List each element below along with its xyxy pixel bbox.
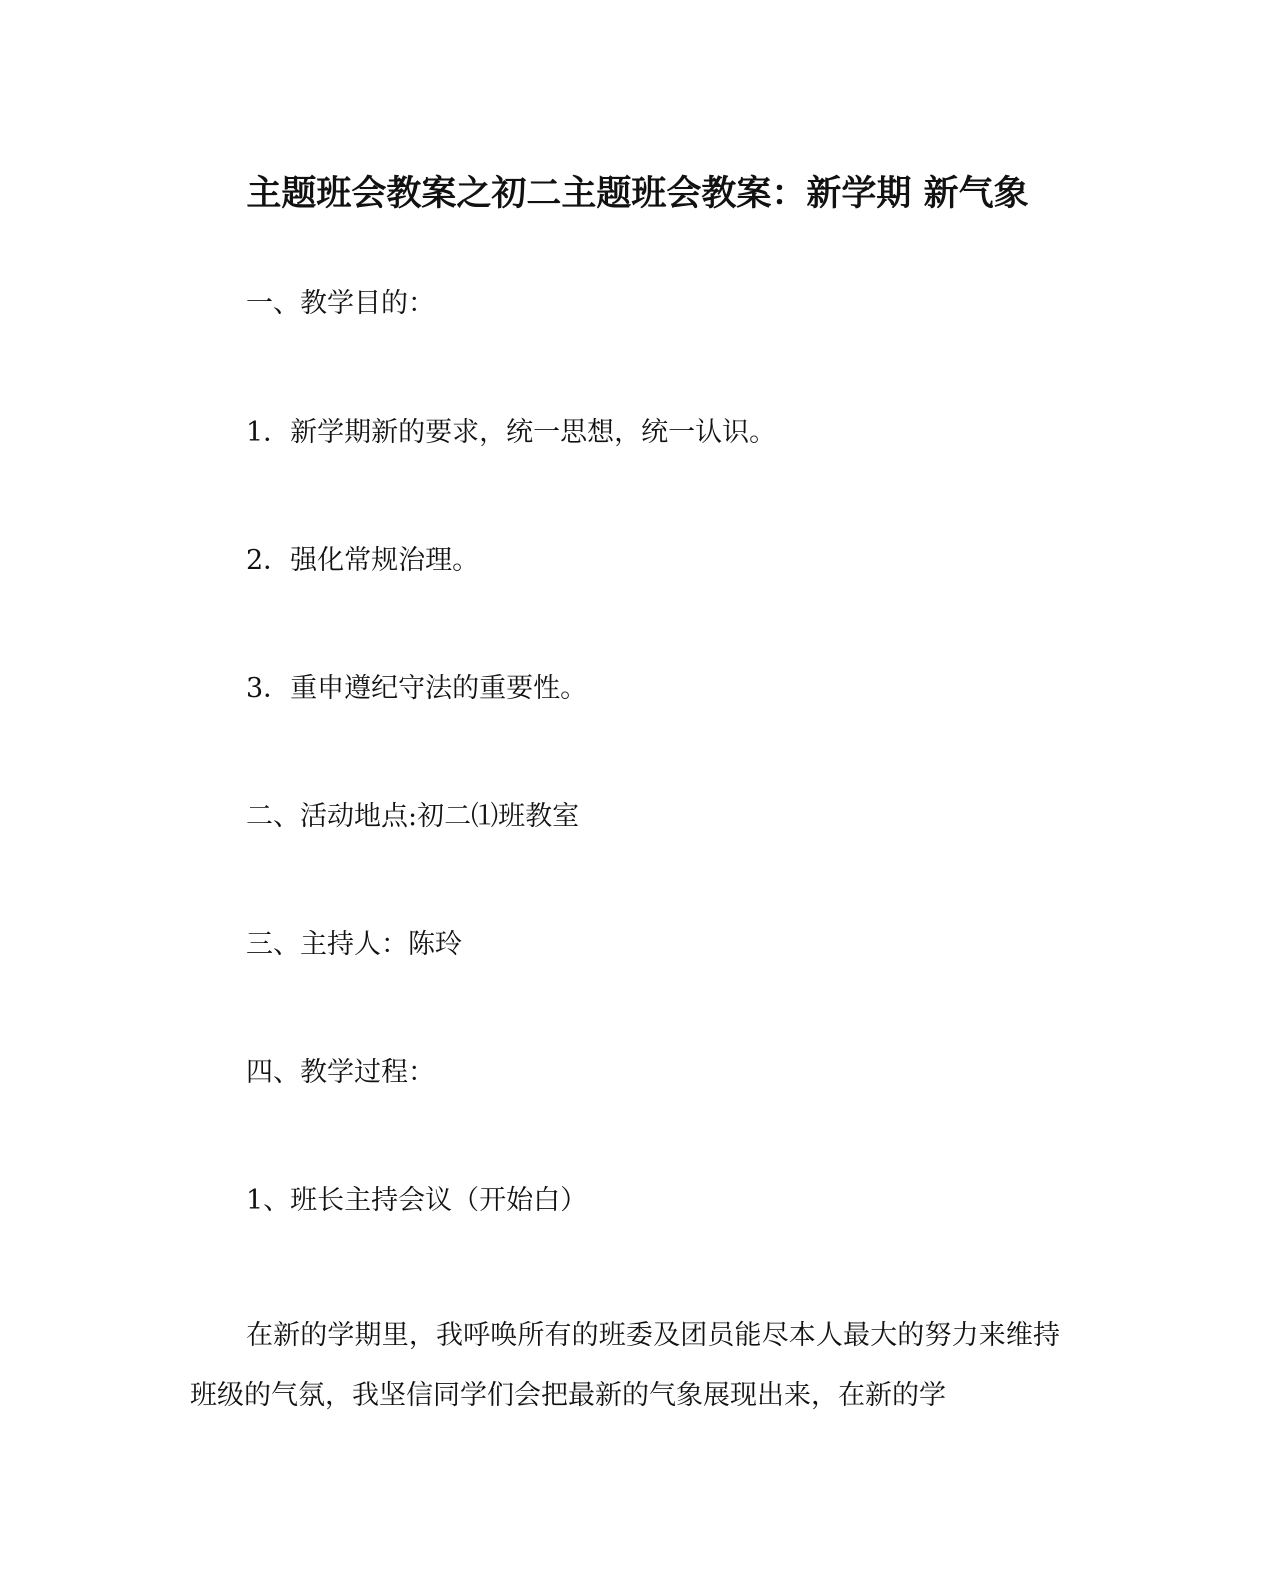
section-heading-location: 二、活动地点:初二⑴班教室 [246,801,580,832]
section-heading-objectives: 一、教学目的： [246,288,435,319]
process-step-1: 1、班长主持会议（开始白） [246,1185,588,1216]
body-paragraph: 在新的学期里，我呼唤所有的班委及团员能尽本人最大的努力来维持班级的气氛，我坚信同学们会把最新的气象展现出来，在新的学 [190,1320,1060,1411]
document-title: 主题班会教案之初二主题班会教案：新学期 新气象 [246,173,1029,214]
section-heading-process: 四、教学过程： [246,1057,435,1088]
objective-item-3: 3．重申遵纪守法的重要性。 [246,673,588,704]
section-heading-host: 三、主持人：陈玲 [246,929,462,960]
objective-item-1: 1．新学期新的要求，统一思想，统一认识。 [246,417,777,448]
objective-item-2: 2．强化常规治理。 [246,545,480,576]
